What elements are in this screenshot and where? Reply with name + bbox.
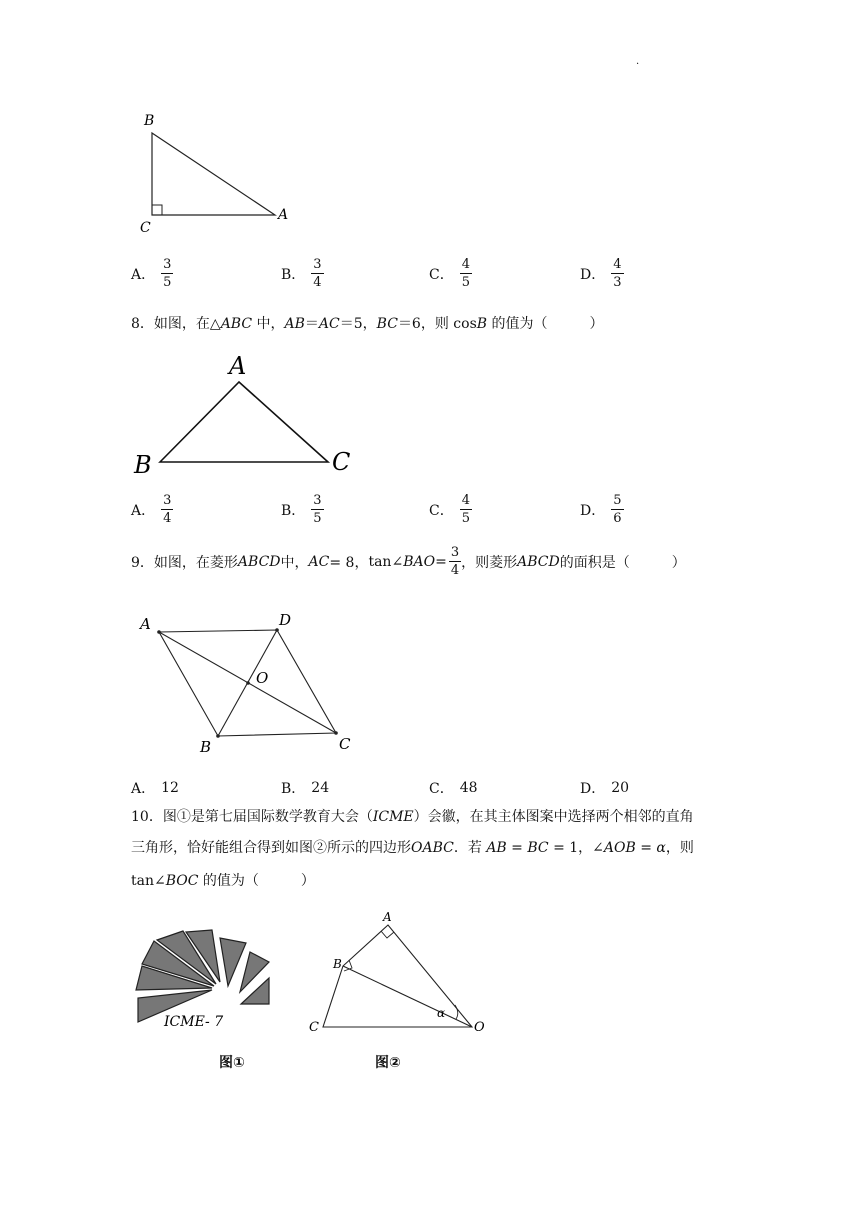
q10-quadrilateral (323, 925, 472, 1027)
q9-label-o: O (256, 669, 269, 687)
q8-option-d[interactable]: D． $\frac{5}{6}$ (580, 493, 622, 526)
q7-label-b: B (144, 113, 155, 129)
q10-label-a: A (383, 910, 392, 924)
q8-triangle (160, 382, 328, 462)
q10-segment-bo (343, 966, 472, 1027)
q7-label-a: A (278, 207, 289, 223)
q10-icme-label: ICME- 7 (164, 1014, 224, 1030)
q7-option-d-fraction: $\frac{4}{3}$ (613, 257, 622, 290)
q10-right-angle-a (381, 931, 394, 938)
q7-option-a-fraction: $\frac{3}{5}$ (163, 257, 172, 290)
q9-option-b[interactable]: B． 24 (281, 780, 330, 797)
q10-icme-logo-figure (128, 920, 288, 1035)
q10-figure1-caption: 图① (219, 1055, 245, 1071)
q9-tan-fraction: $\frac{3}{4}$ (450, 545, 460, 578)
q7-option-a[interactable]: A． $\frac{3}{5}$ (131, 257, 172, 290)
q7-right-angle-mark (152, 205, 162, 215)
q8-option-d-fraction: $\frac{5}{6}$ (613, 493, 622, 526)
q7-label-c: C (140, 220, 151, 236)
q7-triangle-figure (130, 105, 300, 240)
q9-label-b: B (200, 738, 212, 756)
q8-option-c-fraction: $\frac{4}{5}$ (461, 493, 470, 526)
q9-label-d: D (279, 611, 292, 629)
q9-label-a: A (140, 615, 151, 633)
q7-option-c-fraction: $\frac{4}{5}$ (461, 257, 470, 290)
q9-option-a[interactable]: A． 12 (131, 780, 179, 797)
q10-label-alpha: α (437, 1006, 446, 1020)
q8-triangle-figure (128, 345, 368, 480)
q9-option-c[interactable]: C． 48 (429, 780, 478, 797)
q8-option-a[interactable]: A． $\frac{3}{4}$ (131, 493, 172, 526)
q10-figure2-caption: 图② (375, 1055, 401, 1071)
q7-option-c[interactable]: C． $\frac{4}{5}$ (429, 257, 470, 290)
q10-label-b: B (333, 957, 342, 971)
icme-logo-triangles (136, 930, 269, 1022)
q10-label-c: C (309, 1020, 319, 1035)
q10-stem-line2: 三角形，恰好能组合得到如图②所示的四边形OABC．若 AB = BC = 1，∠AOB = α，则 (131, 840, 694, 856)
q10-quadrilateral-figure (300, 905, 500, 1035)
q9-label-c: C (339, 735, 351, 753)
q8-option-c[interactable]: C． $\frac{4}{5}$ (429, 493, 470, 526)
q10-stem-line3: tan∠BOC 的值为（ ） (131, 873, 315, 889)
q8-label-a: A (229, 352, 247, 380)
q8-option-a-fraction: $\frac{3}{4}$ (163, 493, 172, 526)
page-dot: . (636, 56, 640, 67)
q7-option-b-fraction: $\frac{3}{4}$ (313, 257, 322, 290)
q7-option-b[interactable]: B． $\frac{3}{4}$ (281, 257, 322, 290)
q7-triangle (152, 133, 275, 215)
q10-label-o: O (474, 1020, 485, 1035)
q9-option-d[interactable]: D． 20 (580, 780, 630, 797)
q8-stem: 8．如图，在△ABC 中，AB＝AC＝5，BC＝6，则 cosB 的值为（ ） (131, 316, 604, 332)
q10-stem-line1: 10．图①是第七届国际数学教育大会（ICME）会徽，在其主体图案中选择两个相邻的直角 (131, 809, 694, 825)
q7-option-d[interactable]: D． $\frac{4}{3}$ (580, 257, 622, 290)
q9-stem: 9．如图，在菱形 ABCD 中， AC = 8， tan∠ BAO = $\frac{3}{4}$ ，则菱形 ABCD 的面积是（ ） (131, 545, 686, 578)
q8-option-b[interactable]: B． $\frac{3}{5}$ (281, 493, 322, 526)
q8-label-b: B (134, 451, 152, 479)
q8-option-b-fraction: $\frac{3}{5}$ (313, 493, 322, 526)
q8-label-c: C (332, 448, 351, 476)
q9-rhombus-figure (128, 605, 368, 765)
